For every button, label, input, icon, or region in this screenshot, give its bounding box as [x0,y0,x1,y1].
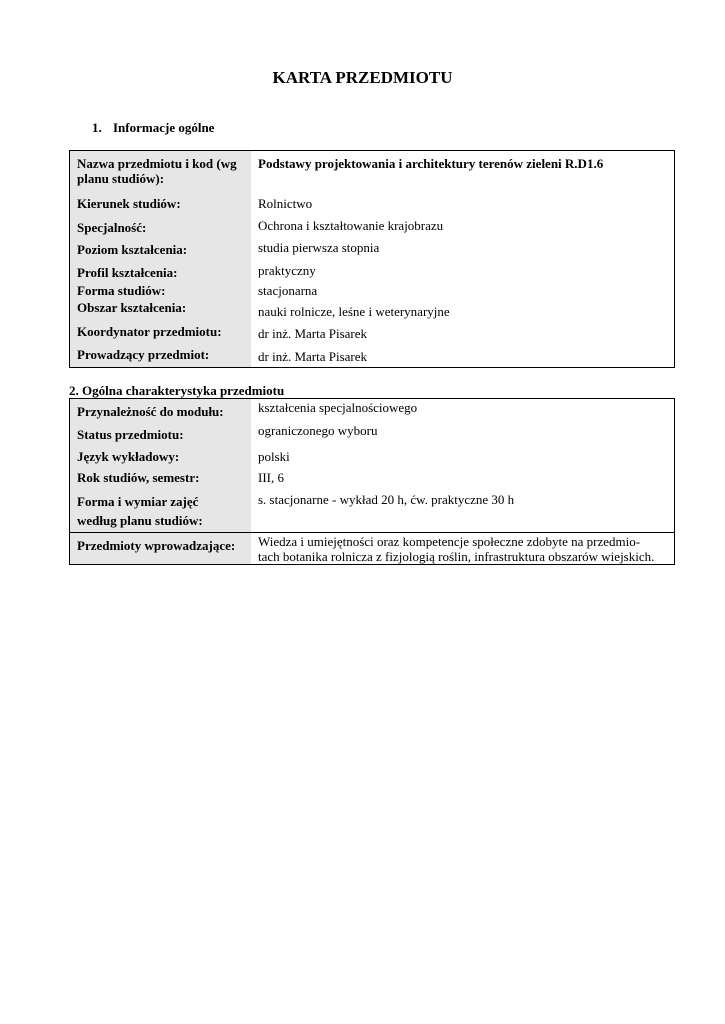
table-row [70,263,675,282]
row-label: Profil kształcenia: [70,263,252,282]
row-value [251,533,675,565]
row-value-line-1: Wiedza i umiejętności oraz kompetencje społeczne zdobyte na przedmio- [258,534,641,549]
row-label: Język wykładowy: [70,445,252,467]
table-row [70,300,675,323]
row-value: s. stacjonarne - wykład 20 h, ćw. praktyczne 30 h [258,491,515,507]
table-row [70,323,675,346]
row-value: dr inż. Marta Pisarek [258,348,368,364]
row-value: kształcenia specjalnościowego [258,400,418,415]
row-label: Poziom kształcenia: [70,240,252,263]
row-value: polski [258,448,290,464]
table-row [70,489,675,533]
row-label: Rok studiów, semestr: [70,467,252,489]
row-value: Podstawy projektowania i architektury terenów zieleni R.D1.6 [258,156,604,171]
row-value: stacjonarna [258,282,318,298]
table-row [70,399,675,422]
section-1-label: Informacje ogólne [113,120,215,135]
row-label: Obszar kształcenia: [70,300,252,323]
table-row [70,240,675,263]
table-row [70,195,675,218]
row-label: Koordynator przedmiotu: [70,323,252,346]
section-1-number: 1. [92,120,102,135]
section-2-heading: 2. Ogólna charakterystyka przedmiotu [69,383,285,398]
row-label: Kierunek studiów: [70,195,252,218]
row-value: Ochrona i kształtowanie krajobrazu [258,217,444,233]
row-label: Forma studiów: [70,282,252,300]
row-value: studia pierwsza stopnia [258,239,380,255]
row-value: ograniczonego wyboru [258,422,378,438]
section-1-heading [92,120,214,136]
table-row [70,218,675,240]
table-row [70,445,675,467]
row-label [70,489,252,533]
table-row [70,467,675,489]
table-row [70,346,675,368]
table-row [70,151,675,195]
row-label: Specjalność: [70,218,252,240]
row-value: III, 6 [258,469,284,485]
table-row [70,533,675,565]
row-label: Przynależność do modułu: [70,399,252,422]
table-row [70,282,675,300]
row-label: Nazwa przedmiotu i kod (wg planu studiów): [70,151,252,195]
row-value: nauki rolnicze, leśne i weterynaryjne [258,303,450,319]
row-value: praktyczny [258,262,316,278]
page-title: KARTA PRZEDMIOTU [272,68,453,87]
row-label: Prowadzący przedmiot: [70,346,252,368]
row-value: dr inż. Marta Pisarek [258,325,368,341]
row-value-line-2: tach botanika rolnicza z fizjologią roślin, infrastruktura obszarów wiejskich. [258,549,655,564]
row-label: Przedmioty wprowadzające: [70,533,252,565]
row-label-line-1: Forma i wymiar zajęć [77,493,199,509]
characteristics-table [69,398,675,565]
row-label-line-2: według planu studiów: [77,512,203,528]
table-row [70,422,675,445]
row-label: Status przedmiotu: [70,422,252,445]
general-info-table [69,150,675,368]
row-value: Rolnictwo [258,195,313,211]
